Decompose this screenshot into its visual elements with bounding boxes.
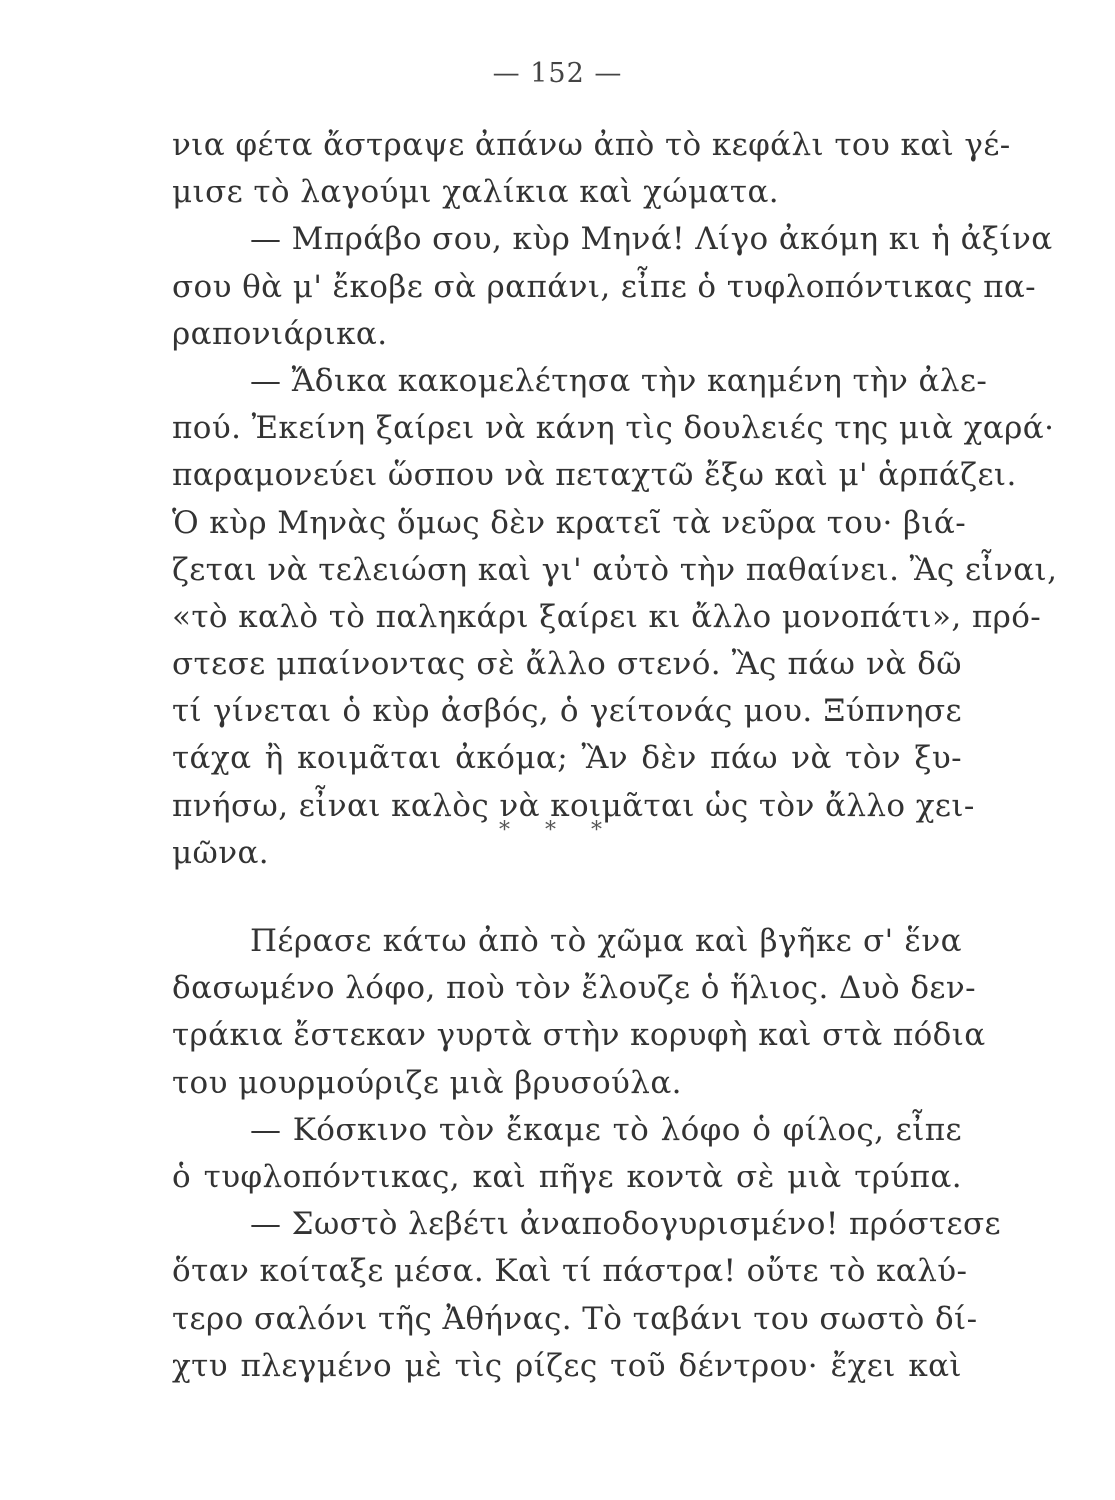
text-line: πνήσω, εἶναι καλὸς νὰ κοιμᾶται ὡς τὸν ἄλλο χει-: [172, 787, 975, 824]
text-line: μισε τὸ λαγούμι χαλίκια καὶ χώματα.: [172, 174, 780, 211]
text-line: Πέρασε κάτω ἀπὸ τὸ χῶμα καὶ βγῆκε σ' ἕνα: [250, 923, 962, 959]
text-line: ραπονιάρικα.: [172, 315, 388, 352]
text-line: δασωμένο λόφο, ποὺ τὸν ἔλουζε ὁ ἥλιος. Δυὸ δεν-: [172, 970, 976, 1007]
text-line: «τὸ καλὸ τὸ παληκάρι ξαίρει κι ἄλλο μονοπάτι», πρό-: [172, 598, 1042, 635]
text-line: πού. Ἐκείνη ξαίρει νὰ κάνη τὶς δουλειές της μιὰ χαρά·: [172, 410, 1055, 447]
text-section-1: [172, 122, 1058, 877]
text-line: στεσε μπαίνοντας σὲ ἄλλο στενό. Ἂς πάω νὰ δῶ: [172, 646, 962, 683]
text-line: Ὁ κὺρ Μηνὰς ὅμως δὲν κρατεῖ τὰ νεῦρα του· βιά-: [172, 504, 967, 541]
text-line: ὅταν κοίταξε μέσα. Καὶ τί πάστρα! οὔτε τὸ καλύ-: [172, 1253, 968, 1290]
text-line: τράκια ἔστεκαν γυρτὰ στὴν κορυφὴ καὶ στὰ πόδια: [172, 1017, 986, 1054]
text-line: τί γίνεται ὁ κὺρ ἀσβός, ὁ γείτονάς μου. Ξύπνησε: [172, 693, 962, 730]
text-line: — Μπράβο σου, κὺρ Μηνά! Λίγο ἀκόμη κι ἡ ἀξίνα: [250, 221, 1053, 258]
text-line: του μουρμούριζε μιὰ βρυσούλα.: [172, 1064, 682, 1101]
text-line: χτυ πλεγμένο μὲ τὶς ρίζες τοῦ δέντρου· ἔχει καὶ: [172, 1347, 962, 1384]
text-line: ζεται νὰ τελειώση καὶ γι' αὐτὸ τὴν παθαίνει. Ἂς εἶναι,: [172, 551, 1058, 588]
text-line: μῶνα.: [172, 834, 270, 871]
section-separator: * * *: [499, 818, 616, 843]
text-line: τερο σαλόνι τῆς Ἀθήνας. Τὸ ταβάνι του σωστὸ δί-: [172, 1300, 978, 1337]
text-line: — Ἄδικα κακομελέτησα τὴν καημένη τὴν ἀλε-: [250, 362, 988, 399]
text-line: σου θὰ μ' ἔκοβε σὰ ραπάνι, εἶπε ὁ τυφλοπόντικας πα-: [172, 268, 1037, 305]
text-line: παραμονεύει ὥσπου νὰ πεταχτῶ ἔξω καὶ μ' ἁρπάζει.: [172, 457, 1017, 494]
page-number: — 152 —: [492, 58, 623, 89]
text-line: — Σωστὸ λεβέτι ἀναποδογυρισμένο! πρόστεσε: [250, 1206, 1001, 1243]
text-line: ὁ τυφλοπόντικας, καὶ πῆγε κοντὰ σὲ μιὰ τρύπα.: [172, 1158, 962, 1195]
text-line: — Κόσκινο τὸν ἔκαμε τὸ λόφο ὁ φίλος, εἶπε: [250, 1111, 962, 1148]
text-section-2: [172, 918, 1001, 1390]
text-line: τάχα ἢ κοιμᾶται ἀκόμα; Ἂν δὲν πάω νὰ τὸν ξυ-: [172, 740, 962, 777]
text-line: νια φέτα ἄστραψε ἀπάνω ἀπὸ τὸ κεφάλι του καὶ γέ-: [172, 127, 1011, 163]
